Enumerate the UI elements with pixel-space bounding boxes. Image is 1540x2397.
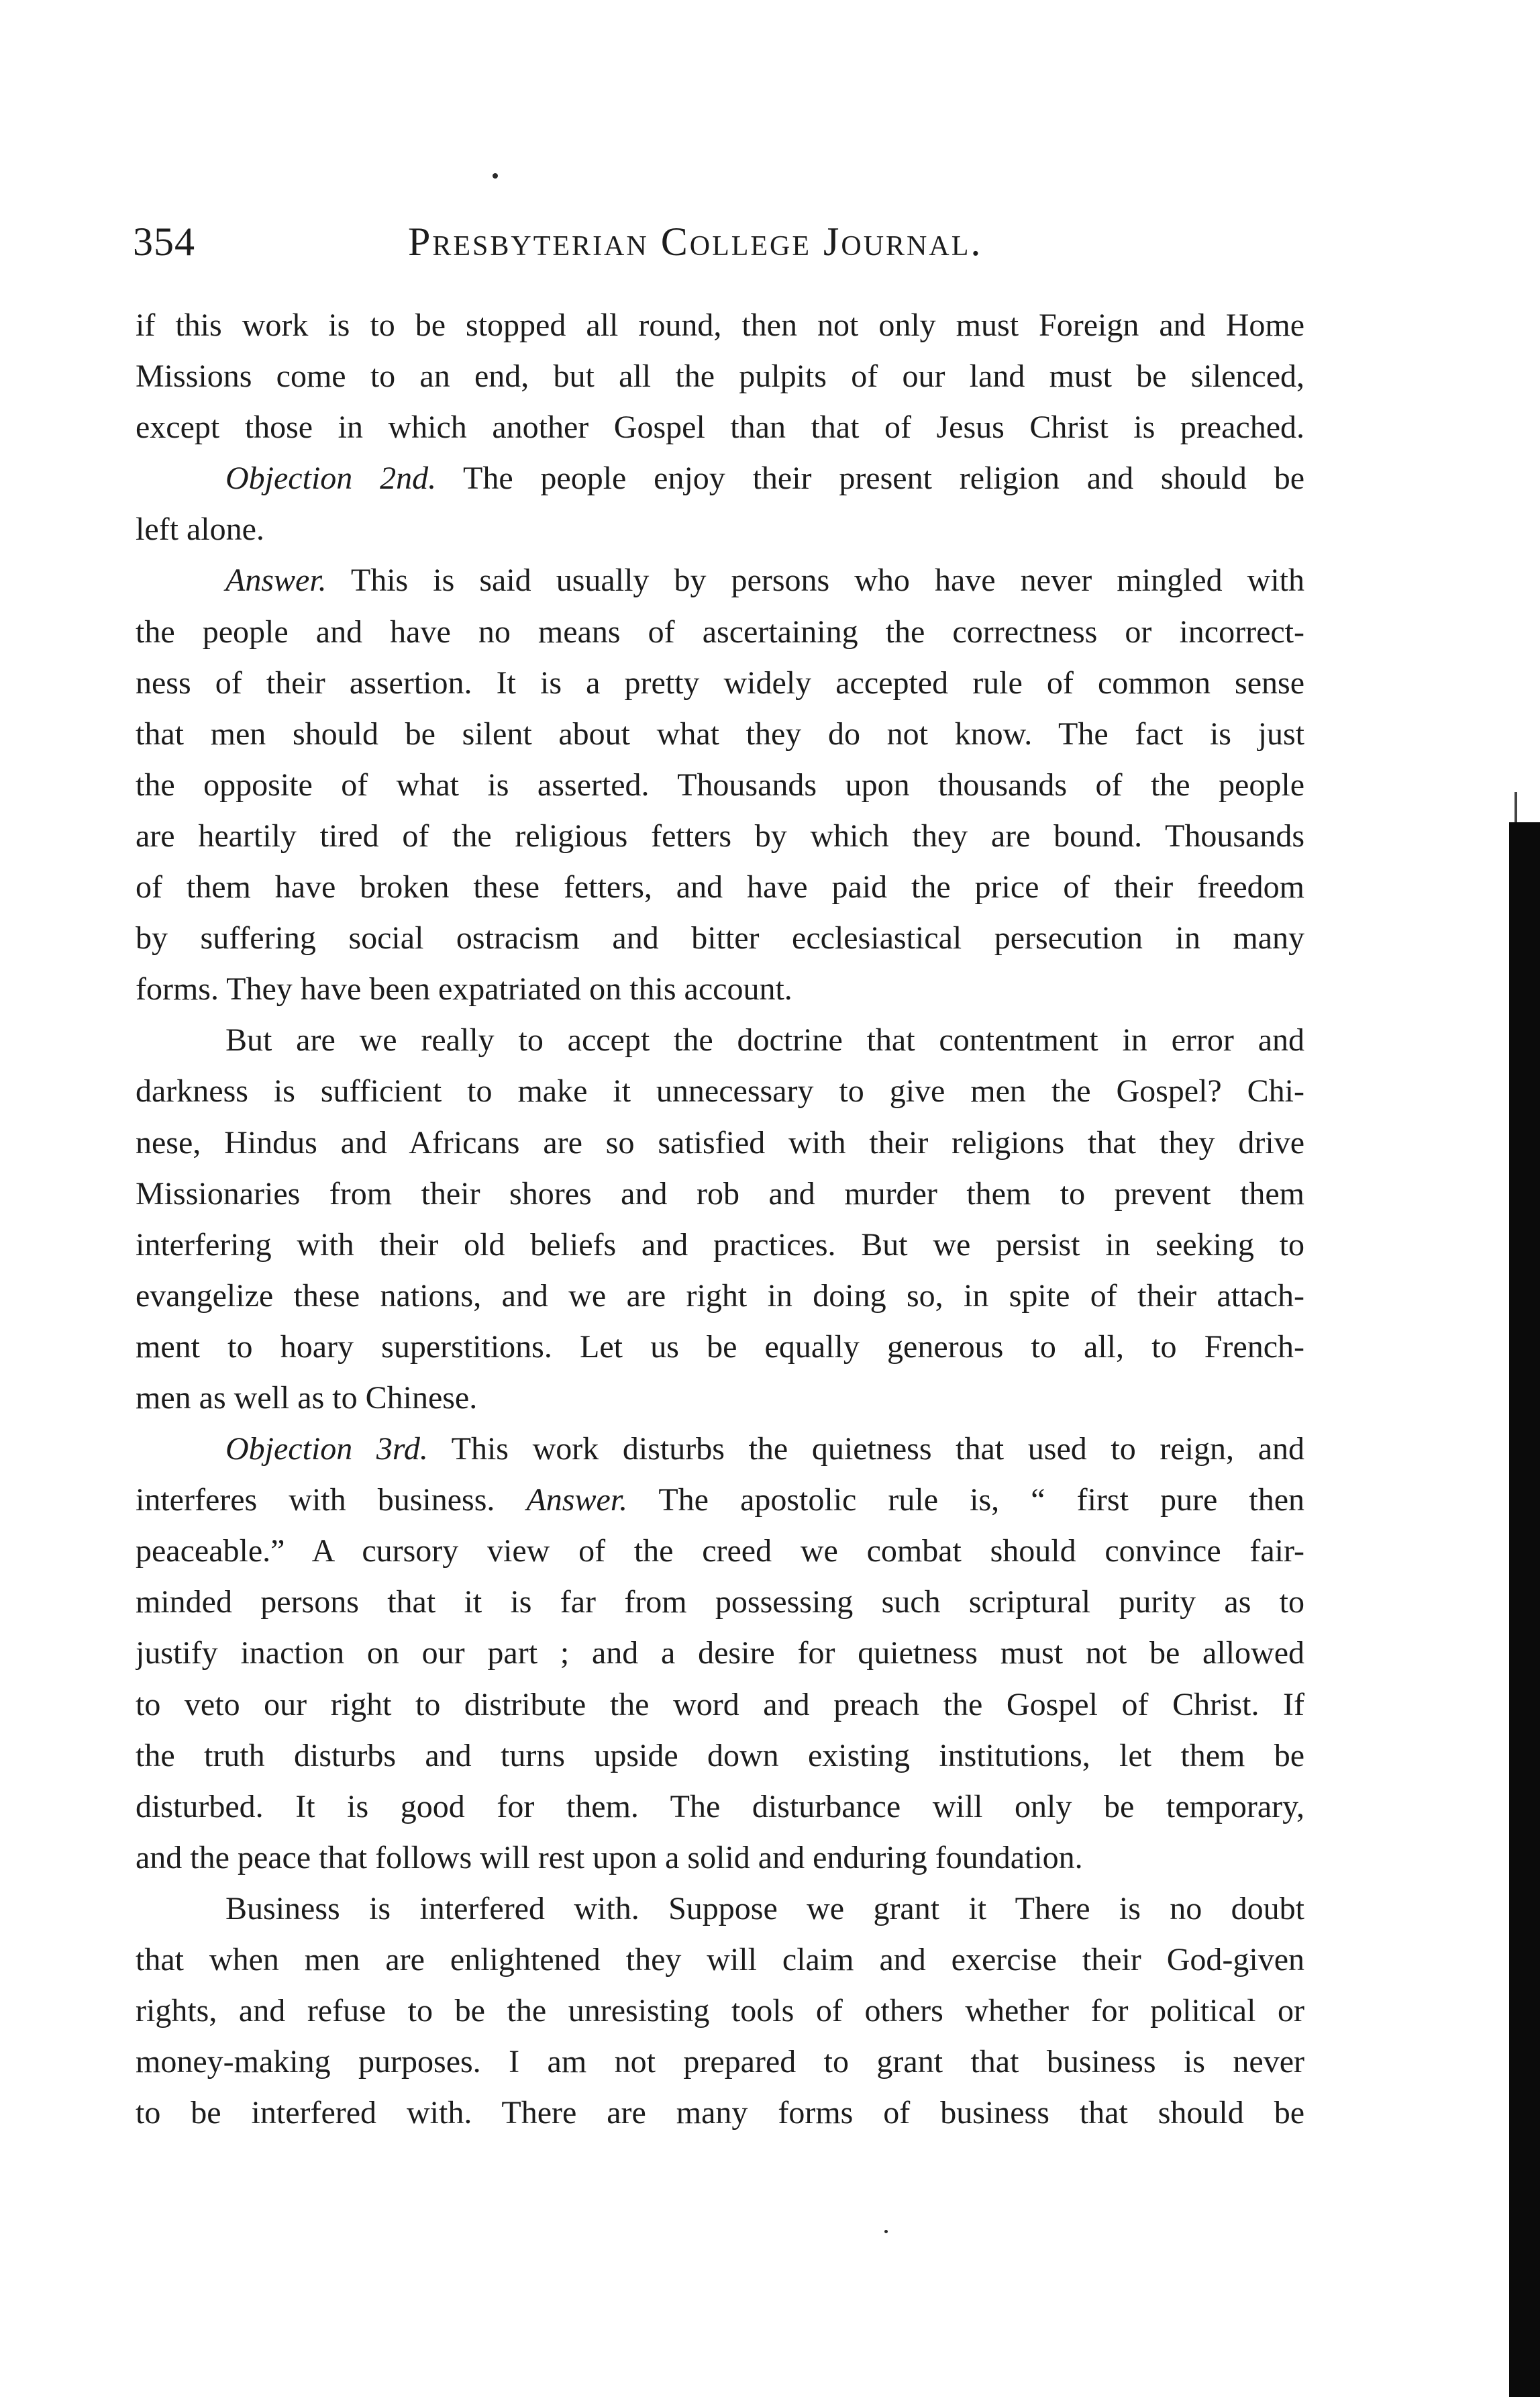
text-line: and the peace that follows will rest upon a solid and enduring foundation. bbox=[136, 1839, 1083, 1875]
text-line: except those in which another Gospel than that of Jesus Christ is preached. bbox=[136, 409, 1304, 446]
text-line: interferes with business. Answer. The apostolic rule is, “ first pure then bbox=[136, 1482, 1304, 1518]
text-line: are heartily tired of the religious fetters by which they are bound. Thousands bbox=[136, 818, 1304, 854]
ink-speck bbox=[493, 173, 498, 179]
text-line: justify inaction on our part ; and a desire for quietness must not be allowed bbox=[136, 1635, 1304, 1671]
text-line: left alone. bbox=[136, 511, 264, 548]
text-line: the opposite of what is asserted. Thousands upon thousands of the people bbox=[136, 767, 1304, 803]
text-line: evangelize these nations, and we are right in doing so, in spite of their attach- bbox=[136, 1277, 1304, 1314]
page-header bbox=[133, 215, 1059, 275]
text-line: the people and have no means of ascertaining the correctness or incorrect- bbox=[136, 614, 1304, 650]
text-line: Business is interfered with. Suppose we grant it There is no doubt bbox=[225, 1890, 1304, 1926]
answer-label: Answer. bbox=[526, 1482, 628, 1518]
text-line: that when men are enlightened they will claim and exercise their God-given bbox=[136, 1942, 1304, 1977]
page-number: 354 bbox=[133, 219, 195, 264]
answer-label: Answer. bbox=[225, 562, 327, 599]
text-line: Objection 2nd. The people enjoy their present religion and should be bbox=[225, 460, 1304, 497]
text-line: forms. They have been expatriated on this account. bbox=[136, 971, 792, 1008]
text-line: peaceable.” A cursory view of the creed we combat should convince fair- bbox=[136, 1533, 1304, 1569]
text-line: But are we really to accept the doctrine that contentment in error and bbox=[225, 1022, 1304, 1059]
text-line: to be interfered with. There are many forms of business that should be bbox=[136, 2095, 1304, 2131]
text-line: Missionaries from their shores and rob and murder them to prevent them bbox=[136, 1175, 1304, 1212]
text-line: interfering with their old beliefs and practices. But we persist in seeking to bbox=[136, 1226, 1304, 1263]
text-line: minded persons that it is far from possessing such scriptural purity as to bbox=[136, 1584, 1304, 1620]
body-text bbox=[136, 300, 1304, 2139]
text-line: nese, Hindus and Africans are so satisfied with their religions that they drive bbox=[136, 1124, 1304, 1161]
text-line: ment to hoary superstitions. Let us be equally generous to all, to French- bbox=[136, 1328, 1304, 1365]
text-line: if this work is to be stopped all round, then not only must Foreign and Home bbox=[136, 307, 1304, 343]
text-line: ness of their assertion. It is a pretty widely accepted rule of common sense bbox=[136, 665, 1304, 701]
text-line: money-making purposes. I am not prepared to grant that business is never bbox=[136, 2044, 1304, 2080]
scan-edge-shadow bbox=[1509, 822, 1540, 2397]
text-line: the truth disturbs and turns upside down existing institutions, let them be bbox=[136, 1737, 1304, 1773]
text-line: Missions come to an end, but all the pulpits of our land must be silenced, bbox=[136, 358, 1304, 395]
objection-label: Objection 2nd. bbox=[225, 460, 437, 497]
text-line: Objection 3rd. This work disturbs the quietness that used to reign, and bbox=[225, 1431, 1304, 1467]
text-line: to veto our right to distribute the word and preach the Gospel of Christ. If bbox=[136, 1686, 1304, 1722]
ink-speck bbox=[884, 2230, 888, 2233]
text-line: Answer. This is said usually by persons who have never mingled with bbox=[225, 562, 1304, 599]
text-line: rights, and refuse to be the unresisting tools of others whether for political or bbox=[136, 1993, 1304, 2029]
text-line: men as well as to Chinese. bbox=[136, 1379, 478, 1416]
text-line: of them have broken these fetters, and have paid the price of their freedom bbox=[136, 869, 1304, 906]
running-title: Presbyterian College Journal. bbox=[408, 219, 983, 264]
text-line: by suffering social ostracism and bitter ecclesiastical persecution in many bbox=[136, 920, 1304, 957]
objection-label: Objection 3rd. bbox=[225, 1431, 428, 1467]
text-line: darkness is sufficient to make it unnecessary to give men the Gospel? Chi- bbox=[136, 1073, 1304, 1110]
text-line: disturbed. It is good for them. The disturbance will only be temporary, bbox=[136, 1788, 1304, 1824]
text-line: that men should be silent about what they do not know. The fact is just bbox=[136, 716, 1304, 752]
